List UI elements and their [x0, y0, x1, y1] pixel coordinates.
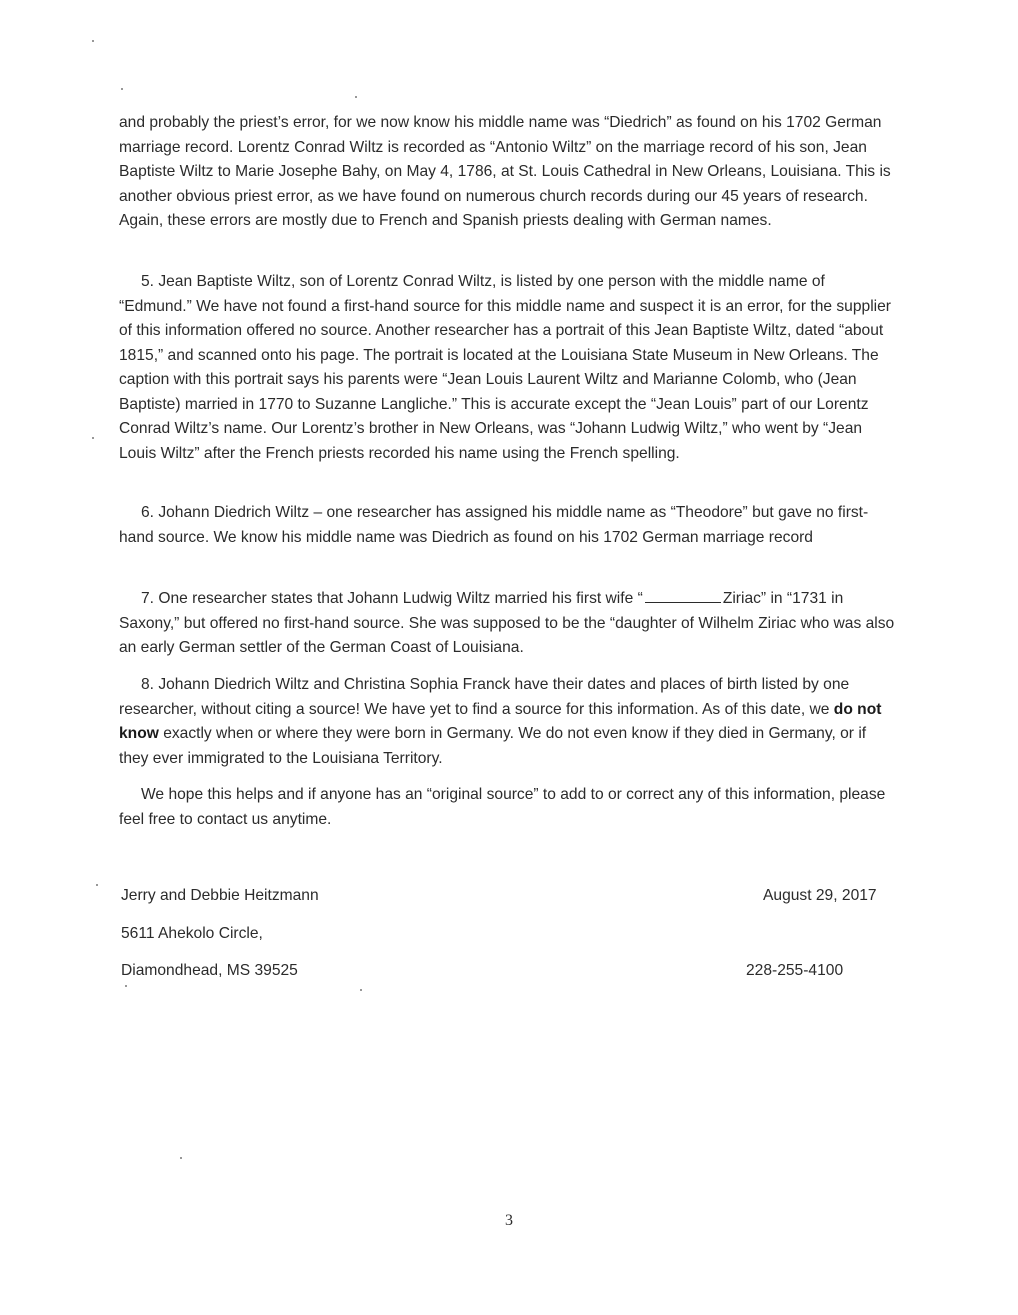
- paragraph-item-8-start: 8. Johann Diedrich Wiltz and Christina Sophia Franck have their dates and places of birth listed by one researcher, without citing a source! We have yet to find a source for this information. As of this date, we: [119, 676, 850, 718]
- signature-street: 5611 Ahekolo Circle,: [121, 925, 263, 942]
- closing-paragraph: We hope this helps and if anyone has an “original source” to add to or correct any of this information, please feel free to contact us anytime.: [119, 786, 886, 828]
- signature-city: Diamondhead, MS 39525: [121, 962, 298, 979]
- scan-speck: [121, 88, 123, 90]
- scan-speck: [96, 884, 98, 886]
- emphasis-do-not-know: do not know: [119, 700, 882, 742]
- blank-line: [645, 588, 721, 603]
- paragraph-item-8-end: exactly when or where they were born in Germany. We do not even know if they died in Germany, or if they ever immigrated to the Louisiana Territory.: [119, 725, 867, 767]
- paragraph-item-7: [119, 587, 899, 661]
- paragraph-item-6: 6. Johann Diedrich Wiltz – one researcher has assigned his middle name as “Theodore” but gave no first-hand source. We know his middle name was Diedrich as found on his 1702 German marriage record: [119, 504, 869, 546]
- paragraph-item-8: [119, 673, 899, 771]
- paragraph-item-7-start: 7. One researcher states that Johann Ludwig Wiltz married his first wife “: [141, 590, 643, 607]
- paragraph-continuation: and probably the priest’s error, for we now know his middle name was “Diedrich” as found on his 1702 German marriage record. Lorentz Conrad Wiltz is recorded as “Antonio Wiltz” on the marriage record of his son, Jean Baptiste Wiltz to Marie Josephe Bahy, on May 4, 1786, at St. Louis Cathedral in New Orleans, Louisiana. This is another obvious priest error, as we have found on numerous church records during our 45 years of research. Again, these errors are mostly due to French and Spanish priests dealing with German names.: [119, 114, 891, 229]
- paragraph-item-5: 5. Jean Baptiste Wiltz, son of Lorentz Conrad Wiltz, is listed by one person with the middle name of “Edmund.” We have not found a first-hand source for this middle name and suspect it is an error, for the supplier of this information offered no source. Another researcher has a portrait of this Jean Baptiste Wiltz, dated “about 1815,” and scanned onto his page. The portrait is located at the Louisiana State Museum in New Orleans. The caption with this portrait says his parents were “Jean Louis Laurent Wiltz and Marianne Colomb, who (Jean Baptiste) married in 1770 to Suzanne Langliche.” This is accurate except the “Jean Louis” part of our Lorentz Conrad Wiltz’s name. Our Lorentz’s brother in New Orleans, was “Johann Ludwig Wiltz,” who went by “Jean Louis Wiltz” after the French priests recorded his name using the French spelling.: [119, 273, 891, 462]
- scan-speck: [360, 989, 362, 991]
- scan-speck: [180, 1157, 182, 1159]
- phone-number: 228-255-4100: [746, 962, 844, 979]
- scan-speck: [92, 40, 94, 42]
- scan-speck: [125, 985, 127, 987]
- paragraph-item-7-end: Ziriac” in “1731 in Saxony,” but offered no first-hand source. She was supposed to be the “daughter of Wilhelm Ziriac who was also an early German settler of the German Coast of Louisiana.: [119, 590, 895, 656]
- scan-speck: [92, 437, 94, 439]
- page-number: 3: [505, 1212, 513, 1229]
- signature-names: Jerry and Debbie Heitzmann: [121, 887, 319, 904]
- letter-date: August 29, 2017: [763, 887, 877, 904]
- scan-speck: [355, 96, 357, 98]
